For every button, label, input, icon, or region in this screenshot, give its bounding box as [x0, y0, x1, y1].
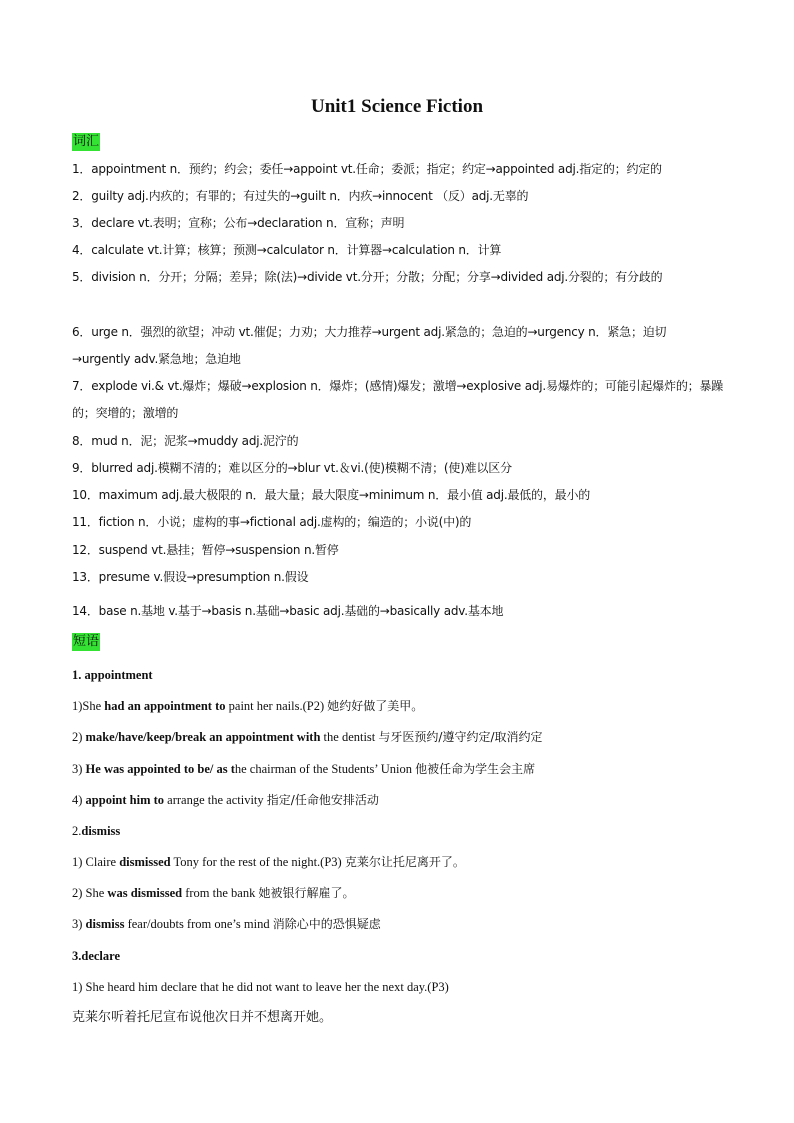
phrase-heading: 3.declare: [72, 949, 121, 963]
vocab-item: 6．urge n．强烈的欲望；冲动 vt.催促；力劝；大力推荐→urgent adj.紧急的；急迫的→urgency n．紧急；迫切→urgently adv.紧急地；急迫地: [72, 325, 667, 366]
phrase-section-label: 短语: [73, 634, 100, 649]
phrase-example: 2) make/have/keep/break an appointment with the dentist 与牙医预约/遵守约定/取消约定: [72, 730, 543, 744]
vocab-item: 8．mud n．泥；泥浆→muddy adj.泥泞的: [72, 434, 299, 448]
phrase-heading: 1. appointment: [72, 668, 153, 682]
phrase-example: 3) dismiss fear/doubts from one’s mind 消除心中的恐惧疑虑: [72, 917, 381, 931]
vocab-item: 4．calculate vt.计算；核算；预测→calculator n．计算器→calculation n．计算: [72, 243, 502, 257]
vocab-item: 2．guilty adj.内疚的；有罪的；有过失的→guilt n．内疚→innocent （反）adj.无辜的: [72, 189, 529, 203]
vocab-item: 7．explode vi.& vt.爆炸；爆破→explosion n．爆炸；(感情)爆发；激增→explosive adj.易爆炸的；可能引起爆炸的；暴躁的；突增的；激增的: [72, 379, 724, 420]
vocab-item: 13．presume v.假设→presumption n.假设: [72, 570, 309, 584]
vocab-item: 10．maximum adj.最大极限的 n．最大量；最大限度→minimum n．最小值 adj.最低的，最小的: [72, 488, 591, 502]
phrase-example: 1) Claire dismissed Tony for the rest of the night.(P3) 克莱尔让托尼离开了。: [72, 855, 465, 869]
vocab-item: 14．base n.基地 v.基于→basis n.基础→basic adj.基础的→basically adv.基本地: [72, 604, 504, 618]
vocab-item: 5．division n．分开；分隔；差异；除(法)→divide vt.分开；分散；分配；分享→divided adj.分裂的；有分歧的: [72, 270, 663, 284]
phrase-example-translation: 克莱尔听着托尼宣布说他次日并不想离开她。: [72, 1010, 333, 1025]
phrase-example: 3) He was appointed to be/ as the chairman of the Students’ Union 他被任命为学生会主席: [72, 762, 536, 776]
vocab-item: 3．declare vt.表明；宣称；公布→declaration n．宣称；声明: [72, 216, 405, 230]
phrase-example: 4) appoint him to arrange the activity 指定/任命他安排活动: [72, 793, 379, 807]
phrase-example: 1)She had an appointment to paint her nails.(P2) 她约好做了美甲。: [72, 699, 424, 713]
phrase-example: 1) She heard him declare that he did not want to leave her the next day.(P3): [72, 980, 449, 994]
phrase-heading: 2.dismiss: [72, 824, 121, 838]
vocab-item: 11．fiction n．小说；虚构的事→fictional adj.虚构的；编造的；小说(中)的: [72, 515, 472, 529]
vocab-item: 1．appointment n．预约；约会；委任→appoint vt.任命；委派；指定；约定→appointed adj.指定的；约定的: [72, 162, 662, 176]
page-title: Unit1 Science Fiction: [310, 96, 484, 117]
vocab-section-label: 词汇: [73, 134, 100, 149]
vocab-item: 9．blurred adj.模糊不清的；难以区分的→blur vt.＆vi.(使)模糊不清；(使)难以区分: [72, 461, 512, 475]
phrase-example: 2) She was dismissed from the bank 她被银行解雇了。: [72, 886, 355, 900]
vocab-item: 12．suspend vt.悬挂；暂停→suspension n.暂停: [72, 543, 339, 557]
